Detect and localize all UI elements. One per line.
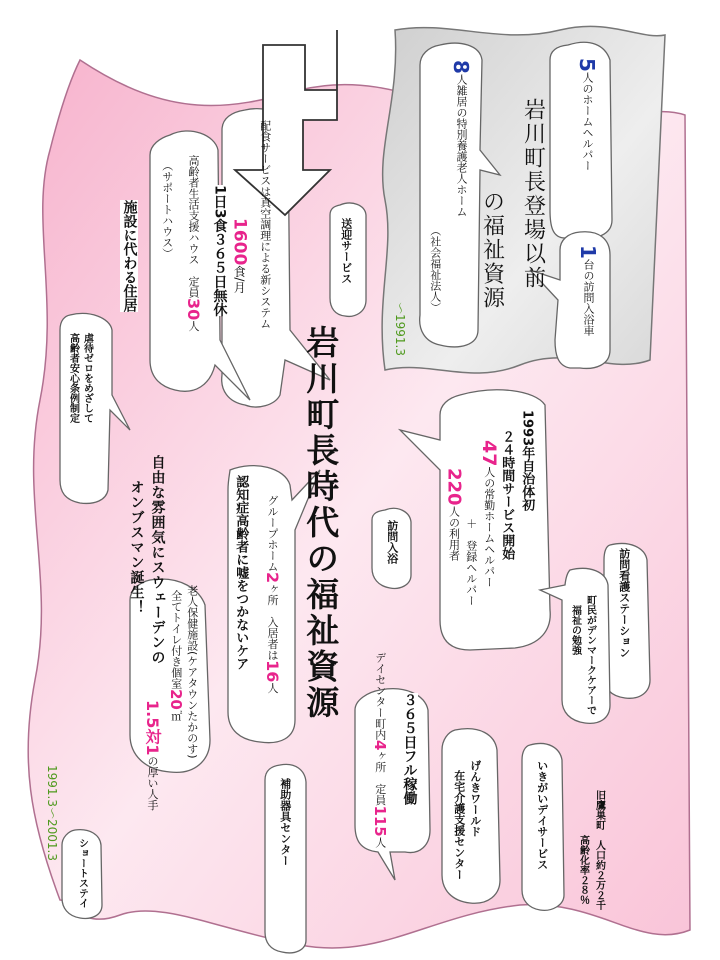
ordinance-line1: 虐待ゼロをめざして — [81, 333, 93, 423]
delivery-count: 1600食/月 — [229, 218, 250, 294]
service24-line2: ２４時間サービス開始 — [499, 430, 515, 560]
item-5-helpers: 5人のホームヘルパー — [575, 58, 599, 171]
town-info-line2: 高齢化率２８％ — [577, 835, 589, 905]
group-home-line2: 認知症高齢者に嘘をつかないケア — [233, 475, 249, 670]
short-stay: ショートステイ — [76, 838, 88, 908]
group-home-line1: グループホーム2ヶ所 入居者は16人 — [263, 495, 282, 694]
sweden-line2: オンブスマン誕生！ — [128, 480, 145, 615]
item-8-nursing: 8人雑居の特別養護老人ホーム — [449, 60, 473, 217]
day-center-line2: ３６５日フル稼働 — [401, 693, 418, 805]
before-heading: 岩川町長登場以前 — [520, 98, 546, 290]
main-title: 岩川町長時代の福祉資源 — [301, 325, 341, 721]
before-period: ～1991.3 — [393, 302, 407, 356]
sweden-line1: 自由な雰囲気にスウェーデンの — [149, 455, 166, 665]
service24-line1: 1993年自治体初 — [519, 410, 535, 512]
support-house-line2: （サポートハウス） — [160, 160, 174, 259]
main-period: 1991.3～2001.3 — [45, 765, 59, 861]
support-house-line3: 施設に代わる住居 — [121, 200, 138, 312]
ikigai-day-service: いきがいデイサービス — [535, 760, 549, 870]
item-1-bath: 1台の訪問入浴車 — [576, 245, 600, 336]
town-info-line1: 旧鷹巣町 人口約２万２千 — [593, 790, 605, 910]
delivery-line1: 配食サービスは真空調理による新システム — [258, 120, 272, 329]
label-sougei: 送迎サービス — [339, 218, 353, 284]
nursing-station: 訪問看護ステーション — [617, 548, 631, 658]
study-line1: 町民がデンマークケアーで — [584, 595, 596, 715]
delivery-line2: 1日3食３６５日無休 — [211, 185, 228, 317]
service24-line3: 47人の常勤ホームヘルパー — [477, 440, 500, 588]
assistive-center: 補助器具センター — [278, 778, 292, 866]
health-line1: 老人保健施設(ケアタウンたかのす) — [185, 585, 199, 759]
item-8-note: （社会福祉法人） — [428, 225, 442, 313]
genki-line1: げんきワールド — [468, 760, 482, 837]
health-line2: 全てトイレ付き個室20㎡ — [166, 590, 185, 721]
home-bath: 訪問入浴 — [385, 520, 399, 564]
ordinance-line2: 高齢者安心条例制定 — [67, 333, 79, 423]
genki-line2: 在宅介護支援センター — [452, 770, 466, 880]
health-line3: 1.5対1の厚い人手 — [143, 700, 162, 811]
study-line2: 福祉の勉強 — [569, 605, 581, 655]
before-heading-suffix: の福祉資源 — [479, 190, 505, 310]
day-center-line1: デイセンター町内4ヶ所 定員115人 — [370, 652, 389, 848]
service24-line4: ＋ 登録ヘルパー — [464, 518, 478, 606]
service24-line5: 220人の利用者 — [443, 468, 465, 561]
support-house-line1: 高齢者生活支援ハウス 定員30人 — [184, 155, 203, 332]
